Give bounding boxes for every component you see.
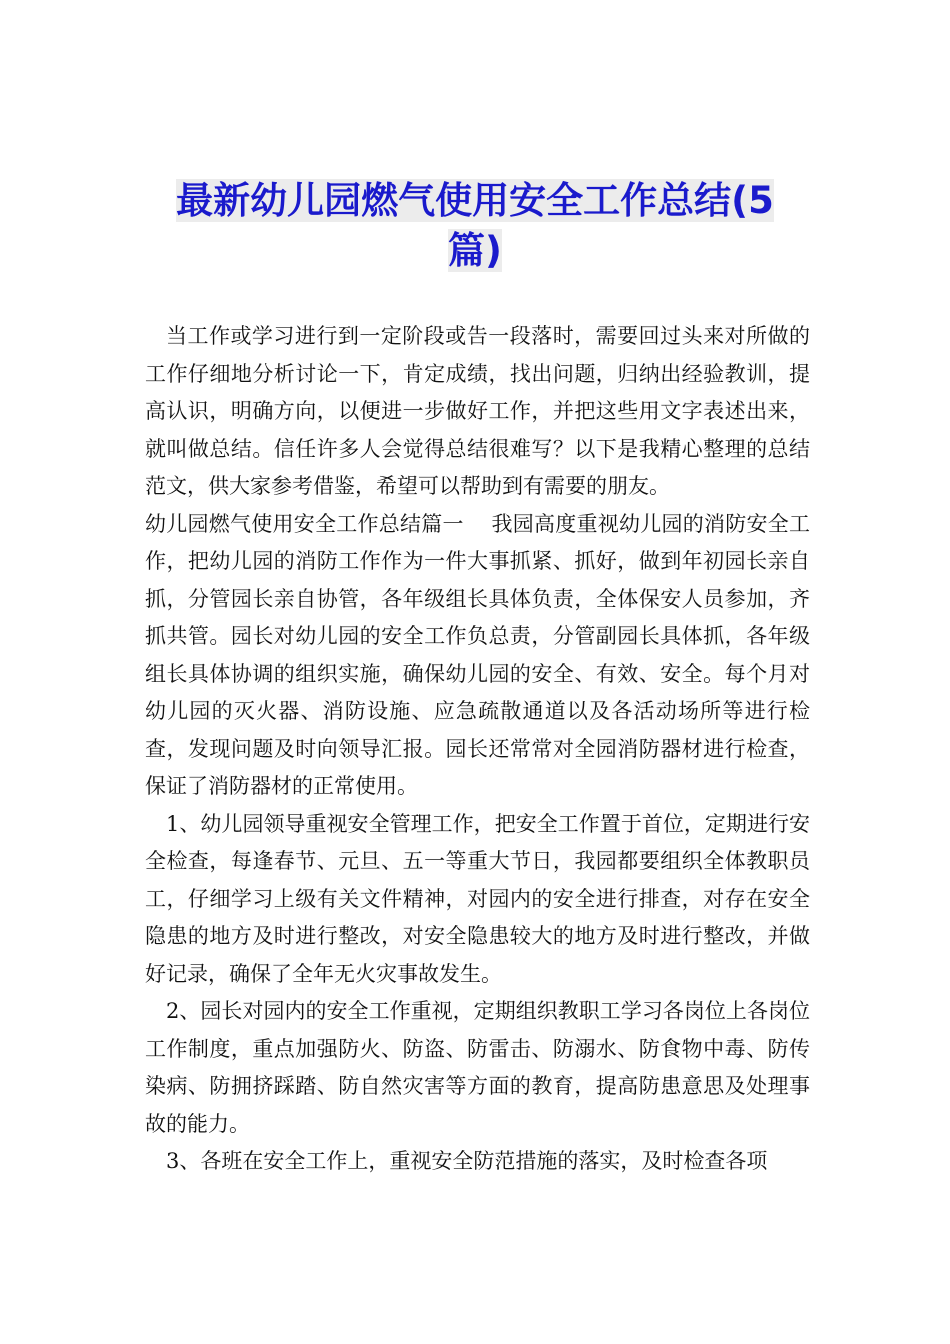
section-1-heading: 幼儿园燃气使用安全工作总结篇一 [145,511,464,536]
intro-paragraph: 当工作或学习进行到一定阶段或告一段落时，需要回过头来对所做的工作仔细地分析讨论一下，肯定成绩，找出问题，归纳出经验教训，提高认识，明确方向，以便进一步做好工作，并把这些用文字表述出来，就叫做总结。信任许多人会觉得总结很难写？以下是我精心整理的总结范文，供大家参考借鉴，希望可以帮助到有需要的朋友。 [145,324,810,498]
document-body [145,318,810,1181]
item-3-paragraph: 3、各班在安全工作上，重视安全防范措施的落实，及时检查各项 [166,1149,768,1173]
section-1-paragraph [145,506,810,806]
section-1-text: 我园高度重视幼儿园的消防安全工作，把幼儿园的消防工作作为一件大事抓紧、抓好，做到年初园长亲自抓，分管园长亲自协管，各年级组长具体负责，全体保安人员参加，齐抓共管。园长对幼儿园的安全工作负总责，分管副园长具体抓，各年级组长具体协调的组织实施，确保幼儿园的安全、有效、安全。每个月对幼儿园的灭火器、消防设施、应急疏散通道以及各活动场所等进行检查，发现问题及时向领导汇报。园长还常常对全园消防器材进行检查，保证了消防器材的正常使用。 [145,511,811,798]
item-2-paragraph: 2、园长对园内的安全工作重视，定期组织教职工学习各岗位上各岗位工作制度，重点加强防火、防盗、防雷击、防溺水、防食物中毒、防传染病、防拥挤踩踏、防自然灾害等方面的教育，提高防患意思及处理事故的能力。 [145,999,810,1136]
title-line-2: 篇) [448,229,502,272]
title-line-1: 最新幼儿园燃气使用安全工作总结(5 [176,179,774,222]
item-1-paragraph: 1、幼儿园领导重视安全管理工作，把安全工作置于首位，定期进行安全检查，每逢春节、元旦、五一等重大节日，我园都要组织全体教职员工，仔细学习上级有关文件精神，对园内的安全进行排查，对存在安全隐患的地方及时进行整改，对安全隐患较大的地方及时进行整改，并做好记录，确保了全年无火灾事故发生。 [145,811,810,986]
document-title [110,176,840,276]
